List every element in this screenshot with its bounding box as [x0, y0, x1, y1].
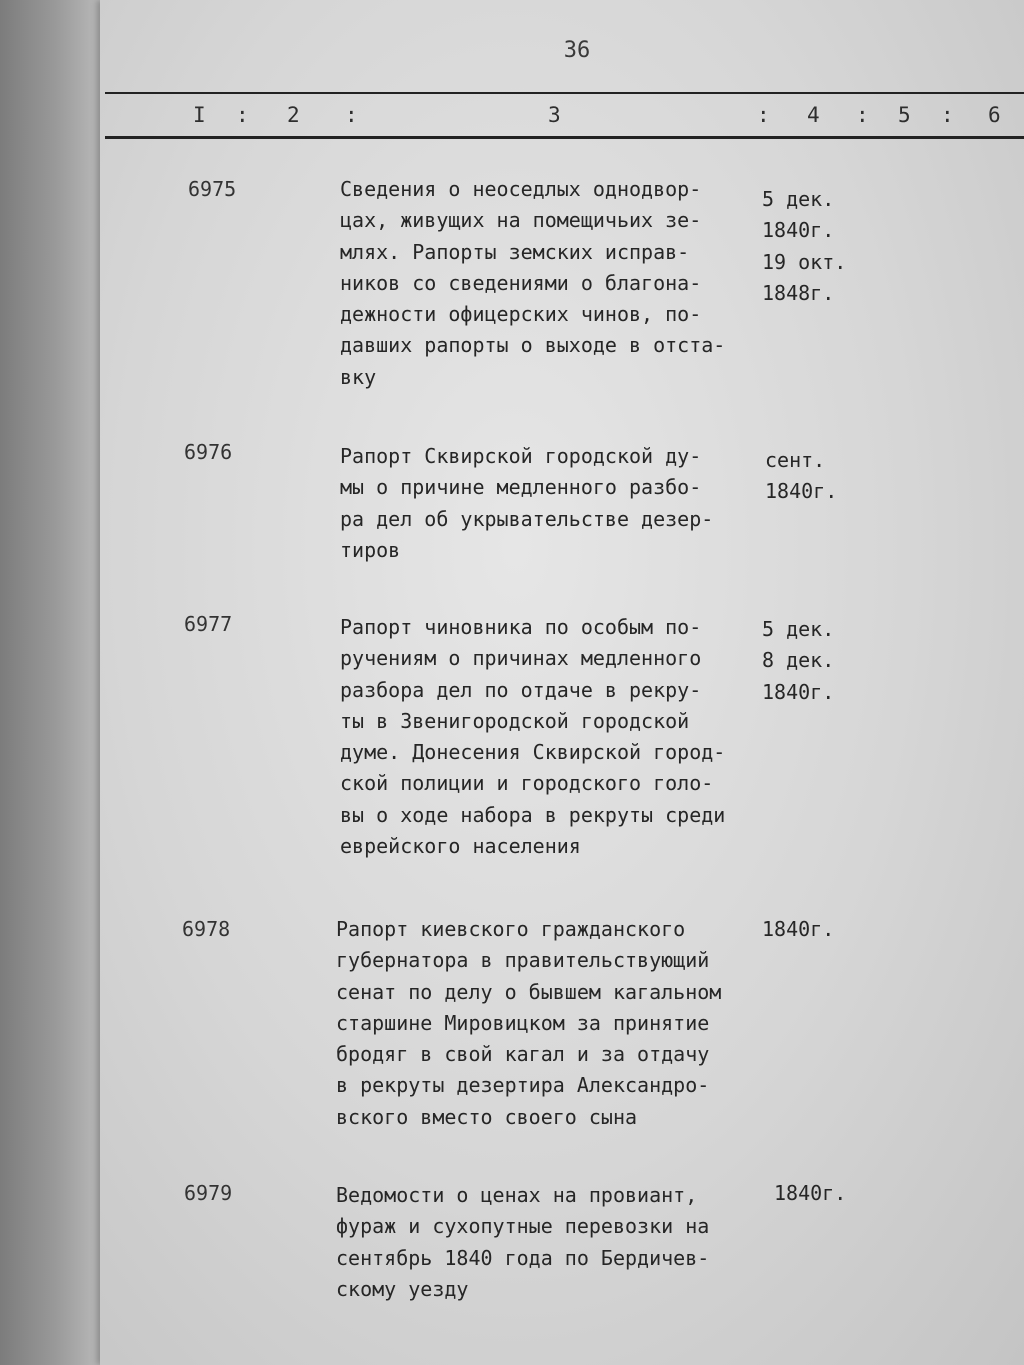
column-header-separator: :: [856, 103, 869, 127]
entry-description: Рапорт Сквирской городской ду- мы о причине медленного разбо- ра дел об укрывательстве дезер- тиров: [340, 444, 714, 562]
header-rule-top: [105, 92, 1024, 94]
column-header-separator: :: [236, 103, 249, 127]
column-header-1: I: [193, 103, 206, 127]
entry-number: 6975: [188, 177, 237, 201]
entry-dates: 5 дек. 8 дек. 1840г.: [762, 617, 835, 704]
column-header-separator: :: [941, 103, 954, 127]
entry-dates: 1840г.: [774, 1181, 847, 1205]
entry-number: 6977: [184, 612, 233, 636]
entry-dates: сент. 1840г.: [765, 448, 838, 504]
entry-number: 6979: [184, 1181, 233, 1205]
entry-description: Рапорт чиновника по особым по- ручениям о причинах медленного разбора дел по отдаче в рекру- ты в Звенигородской городской думе. Донесения Сквирской город- ской полиции и городского голо- вы о ходе набора в рекруты среди еврейского населения: [340, 615, 726, 859]
column-header-4: 4: [807, 103, 820, 127]
column-header-separator: :: [757, 103, 770, 127]
column-header-3: 3: [548, 103, 561, 127]
entry-number: 6978: [182, 917, 231, 941]
previous-page-edge: [0, 0, 100, 1365]
column-header-5: 5: [898, 103, 911, 127]
entry-dates: 1840г.: [762, 917, 835, 941]
entry-description: Рапорт киевского гражданского губернатора в правительствующий сенат по делу о бывшем кагальном старшине Мировицком за принятие бродяг в свой кагал и за отдачу в рекруты дезертира Александро- вского вместо своего сына: [336, 917, 722, 1129]
entry-dates: 5 дек. 1840г. 19 окт. 1848г.: [762, 187, 847, 305]
column-header-separator: :: [345, 103, 358, 127]
column-header-2: 2: [287, 103, 300, 127]
page-number: 36: [563, 38, 591, 63]
header-rule-bottom: [105, 136, 1024, 139]
entry-description: Ведомости о ценах на провиант, фураж и сухопутные перевозки на сентябрь 1840 года по Бердичев- скому уезду: [336, 1183, 710, 1301]
entry-description: Сведения о неоседлых однодвор- цах, живущих на помещичьих зе- млях. Рапорты земских исправ- ников со сведениями о благона- дежности офицерских чинов, по- давших рапорты о выходе в отста- вку: [340, 177, 726, 389]
entry-number: 6976: [184, 440, 233, 464]
column-header-6: 6: [988, 103, 1001, 127]
